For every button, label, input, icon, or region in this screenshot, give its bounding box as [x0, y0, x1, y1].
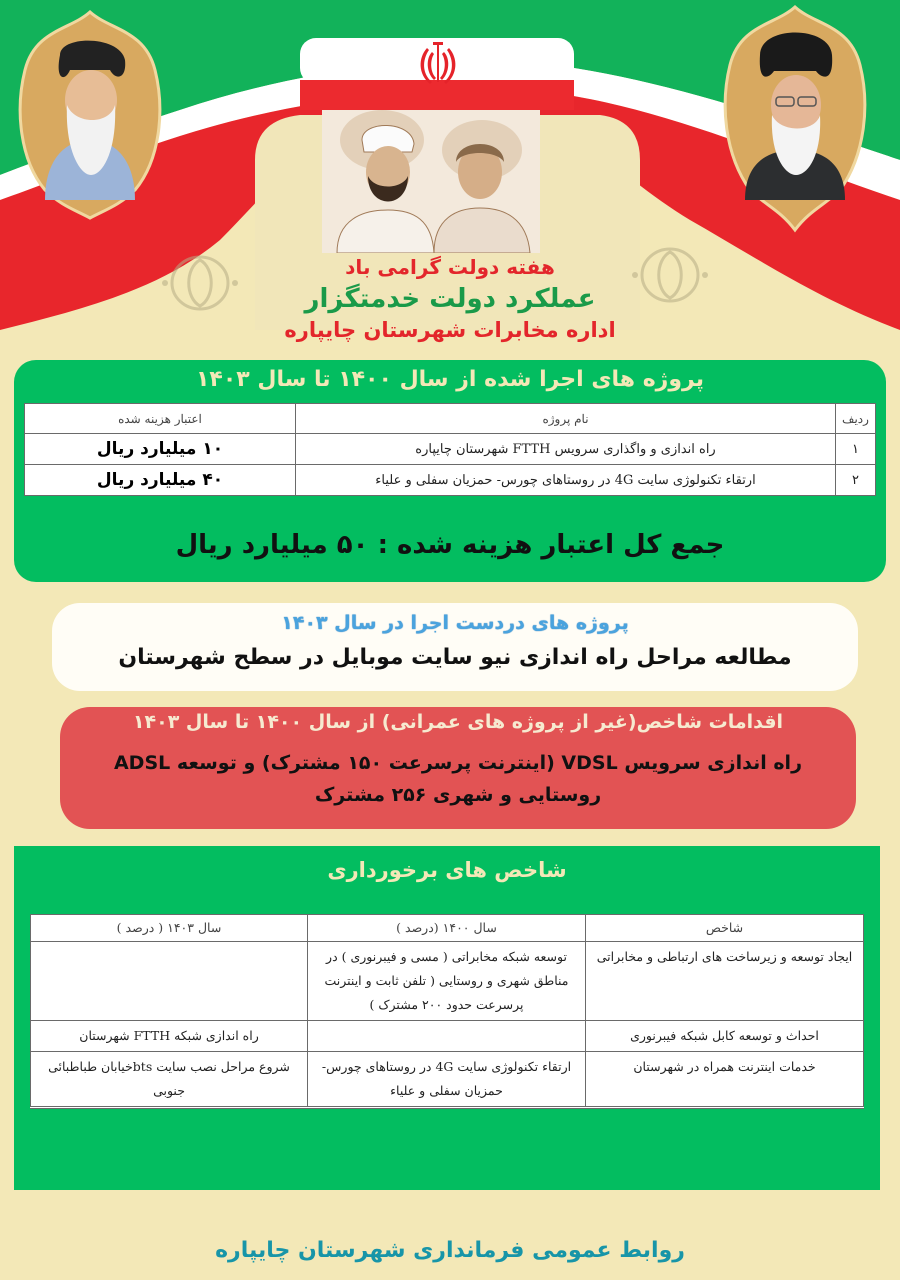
year-1403-cell: راه اندازی شبکه FTTH شهرستان [31, 1021, 308, 1052]
column-header-cost: اعتبار هزینه شده [25, 404, 296, 434]
year-1403-cell: شروع مراحل نصب سایت btsخیابان طباطبائی جنوبی [31, 1052, 308, 1108]
table-row [31, 1052, 864, 1108]
row-number: ۲ [836, 465, 876, 496]
key-actions-title: اقدامات شاخص(غیر از پروژه های عمرانی) از سال ۱۴۰۰ تا سال ۱۴۰۳ [132, 711, 784, 733]
indicator-cell: خدمات اینترنت همراه در شهرستان [586, 1052, 864, 1108]
martyrs-portrait-pair [322, 110, 540, 253]
project-cost: ۱۰ میلیارد ریال [25, 434, 296, 465]
indicators-section [14, 846, 880, 1190]
completed-projects-table [24, 403, 876, 496]
ongoing-projects-section [52, 603, 858, 691]
table-row [25, 434, 876, 465]
column-header-project-name: نام پروژه [296, 404, 836, 434]
key-actions-body: راه اندازی سرویس VDSL (اینترنت پرسرعت ۱۵۰ مشترک) و توسعه ADSL روستایی و شهری ۲۵۶ مشترک [113, 752, 803, 806]
header-banner [0, 0, 900, 360]
table-row [31, 1021, 864, 1052]
column-header-1403: سال ۱۴۰۳ ( درصد ) [31, 915, 308, 942]
table-row [31, 942, 864, 1021]
header-titles [180, 252, 720, 344]
row-number: ۱ [836, 434, 876, 465]
right-leader-portrait [720, 5, 870, 215]
indicator-cell: ایجاد توسعه و زیرساخت های ارتباطی و مخابراتی [586, 942, 864, 1021]
performance-title: عملکرد دولت خدمتگزار [304, 284, 596, 314]
column-header-indicator: شاخص [586, 915, 864, 942]
completed-projects-section [14, 360, 886, 582]
ongoing-projects-title: پروژه های دردست اجرا در سال ۱۴۰۳ [281, 612, 629, 634]
project-cost: ۴۰ میلیارد ریال [25, 465, 296, 496]
project-name: راه اندازی و واگذاری سرویس FTTH شهرستان چایپاره [296, 434, 836, 465]
indicator-cell: احداث و توسعه کابل شبکه فیبرنوری [586, 1021, 864, 1052]
ongoing-projects-body: مطالعه مراحل راه اندازی نیو سایت موبایل در سطح شهرستان [118, 645, 792, 670]
key-actions-section [60, 707, 856, 829]
total-cost: جمع کل اعتبار هزینه شده : ۵۰ میلیارد ریال [175, 530, 725, 560]
indicators-title: شاخص های برخورداری [327, 858, 567, 882]
office-title: اداره مخابرات شهرستان چایپاره [284, 318, 616, 342]
footer-credit: روابط عمومی فرمانداری شهرستان چایپاره [215, 1238, 685, 1263]
left-leader-portrait [15, 10, 165, 220]
year-1400-cell [308, 1021, 586, 1052]
government-week-title: هفته دولت گرامی باد [345, 255, 555, 279]
table-header-row [25, 404, 876, 434]
table-row [25, 465, 876, 496]
year-1403-cell [31, 942, 308, 1021]
indicators-table [30, 914, 864, 1109]
flag-emblem-strip [300, 38, 574, 110]
column-header-row-number: ردیف [836, 404, 876, 434]
year-1400-cell: ارتقاء تکنولوژی سایت 4G در روستاهای چورس- حمزیان سفلی و علیاء [308, 1052, 586, 1108]
table-header-row [31, 915, 864, 942]
iran-emblem-icon [300, 38, 574, 110]
project-name: ارتقاء تکنولوژی سایت 4G در روستاهای چورس- حمزیان سفلی و علیاء [296, 465, 836, 496]
completed-projects-title: پروژه های اجرا شده از سال ۱۴۰۰ تا سال ۱۴۰۳ [196, 367, 704, 392]
column-header-1400: سال ۱۴۰۰ (درصد ) [308, 915, 586, 942]
year-1400-cell: توسعه شبکه مخابراتی ( مسی و فیبرنوری ) در مناطق شهری و روستایی ( تلفن ثابت و اینترنت پرسرعت حدود ۲۰۰ مشترک ) [308, 942, 586, 1021]
